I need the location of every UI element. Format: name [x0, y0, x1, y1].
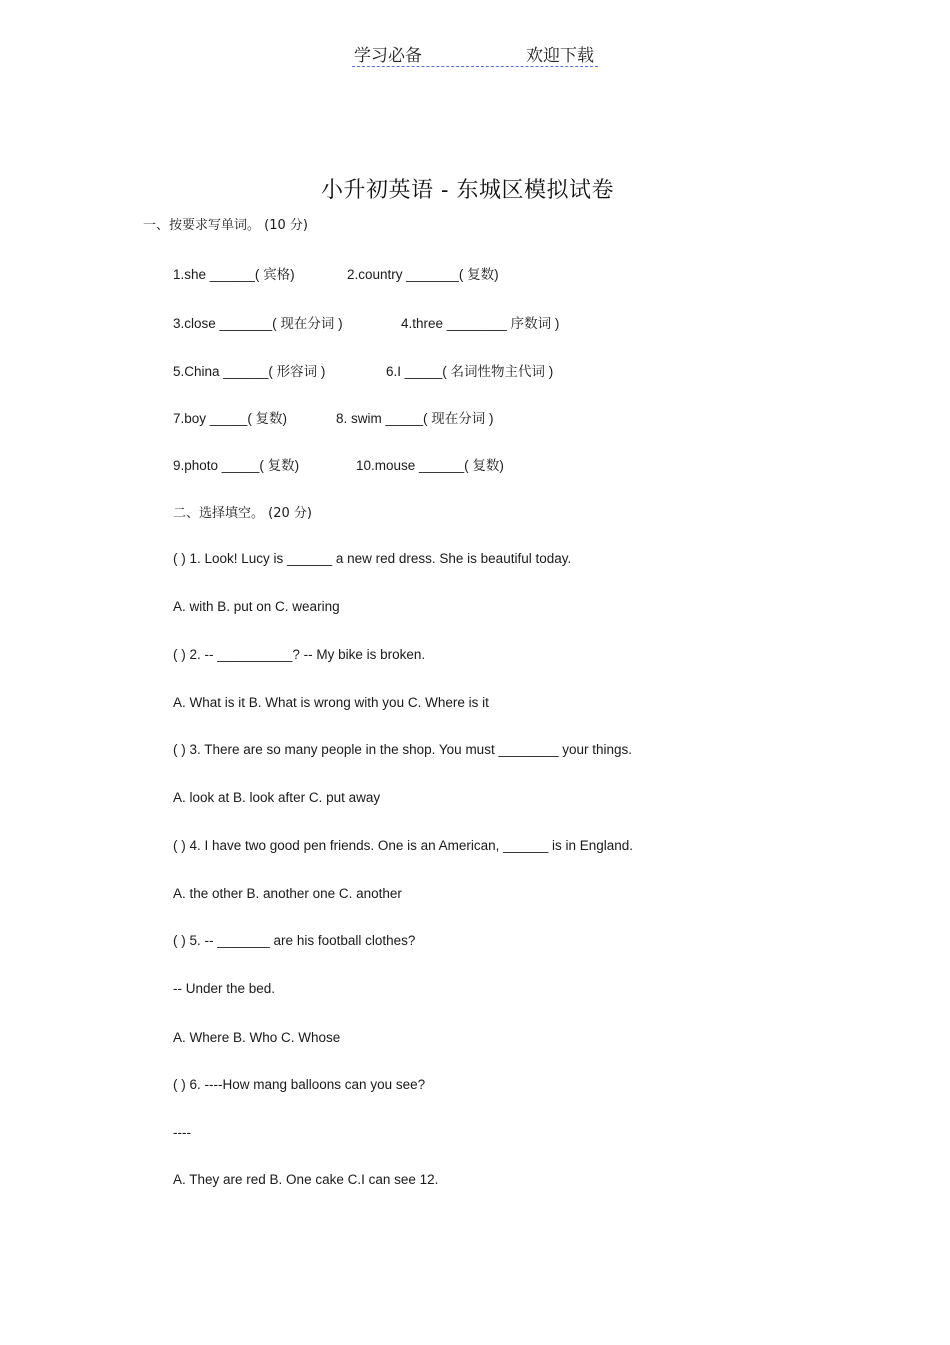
question-2: ( ) 2. -- __________? -- My bike is broken. — [173, 647, 426, 662]
question-4: ( ) 4. I have two good pen friends. One is an American, ______ is in England. — [173, 838, 634, 853]
page-header — [352, 40, 598, 67]
header-left-text: 学习必备 — [354, 46, 422, 66]
word-item-3: 3.close _______( 现在分词 ) — [173, 316, 343, 331]
section1-heading: 一、按要求写单词。 (10 分) — [143, 218, 308, 233]
header-right-text: 欢迎下载 — [526, 46, 594, 66]
word-item-10: 10.mouse ______( 复数) — [356, 458, 504, 473]
question-1: ( ) 1. Look! Lucy is ______ a new red dress. She is beautiful today. — [173, 551, 572, 566]
word-item-9: 9.photo _____( 复数) — [173, 458, 300, 473]
word-item-2: 2.country _______( 复数) — [347, 267, 499, 282]
word-item-1: 1.she ______( 宾格) — [173, 267, 295, 282]
word-item-5: 5.China ______( 形容词 ) — [173, 364, 326, 379]
word-item-6: 6.I _____( 名词性物主代词 ) — [386, 364, 554, 379]
question-6-options: A. They are red B. One cake C.I can see 12. — [173, 1172, 439, 1187]
section2-heading: 二、选择填空。 (20 分) — [173, 506, 312, 521]
question-1-options: A. with B. put on C. wearing — [173, 599, 340, 614]
question-3: ( ) 3. There are so many people in the shop. You must ________ your things. — [173, 742, 633, 757]
question-6: ( ) 6. ----How mang balloons can you see? — [173, 1077, 426, 1092]
question-2-options: A. What is it B. What is wrong with you C. Where is it — [173, 695, 489, 710]
question-4-options: A. the other B. another one C. another — [173, 886, 402, 901]
word-item-4: 4.three ________ 序数词 ) — [401, 316, 560, 331]
question-6-answer-line: ---- — [173, 1125, 191, 1140]
question-3-options: A. look at B. look after C. put away — [173, 790, 381, 805]
question-5: ( ) 5. -- _______ are his football clothes? — [173, 933, 416, 948]
page-title: 小升初英语 - 东城区模拟试卷 — [321, 178, 614, 203]
word-item-7: 7.boy _____( 复数) — [173, 411, 288, 426]
question-5-answer-line: -- Under the bed. — [173, 981, 276, 996]
word-item-8: 8. swim _____( 现在分词 ) — [336, 411, 494, 426]
question-5-options: A. Where B. Who C. Whose — [173, 1030, 341, 1045]
